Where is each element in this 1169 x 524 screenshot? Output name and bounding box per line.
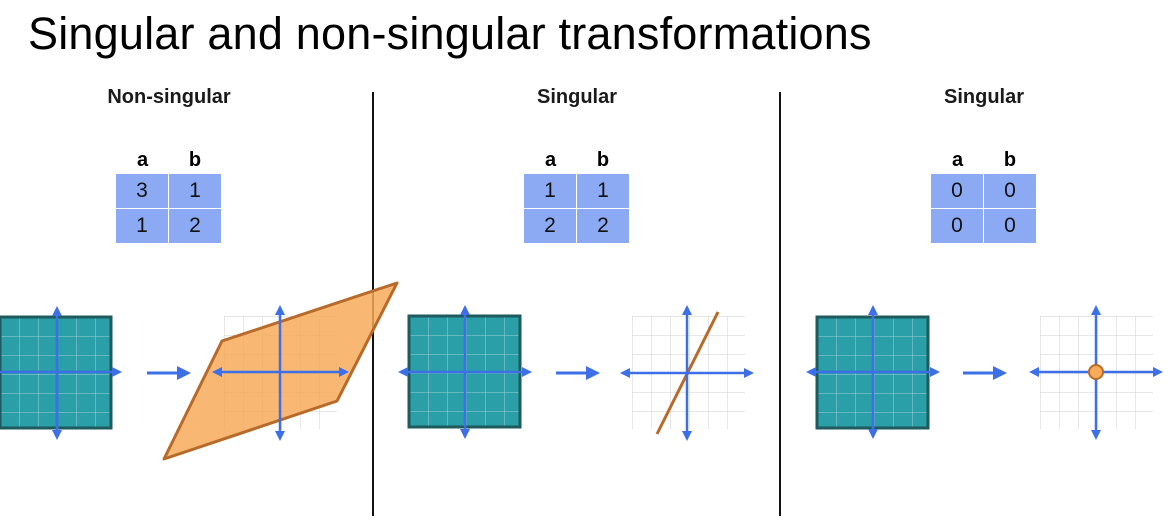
matrix-col-header: b — [188, 148, 202, 171]
matrix-cell: 0 — [931, 209, 984, 243]
matrix-cell: 1 — [577, 174, 629, 209]
matrix-cell: 1 — [169, 174, 221, 209]
matrix-cell: 0 — [984, 174, 1036, 209]
matrix-col-header: a — [136, 148, 149, 171]
matrix-cell: 2 — [169, 209, 221, 243]
panel-1-heading: Non-singular — [107, 86, 231, 108]
matrix-col-header: b — [596, 148, 610, 171]
matrix-cell: 1 — [524, 174, 577, 209]
matrix-cell: 0 — [984, 209, 1036, 243]
matrix-cell: 3 — [116, 174, 169, 209]
matrix-col-header: b — [1003, 148, 1017, 171]
slide-title: Singular and non-singular transformations — [28, 8, 872, 59]
matrix-cell: 2 — [524, 209, 577, 243]
matrix-col-header: a — [544, 148, 557, 171]
matrix-cell: 1 — [116, 209, 169, 243]
panel-3-heading: Singular — [943, 86, 1024, 108]
panel-2-heading: Singular — [536, 86, 617, 108]
matrix-cell: 0 — [931, 174, 984, 209]
matrix-cell: 2 — [577, 209, 629, 243]
matrix-col-header: a — [951, 148, 964, 171]
panel-3-result-point — [1089, 365, 1103, 379]
